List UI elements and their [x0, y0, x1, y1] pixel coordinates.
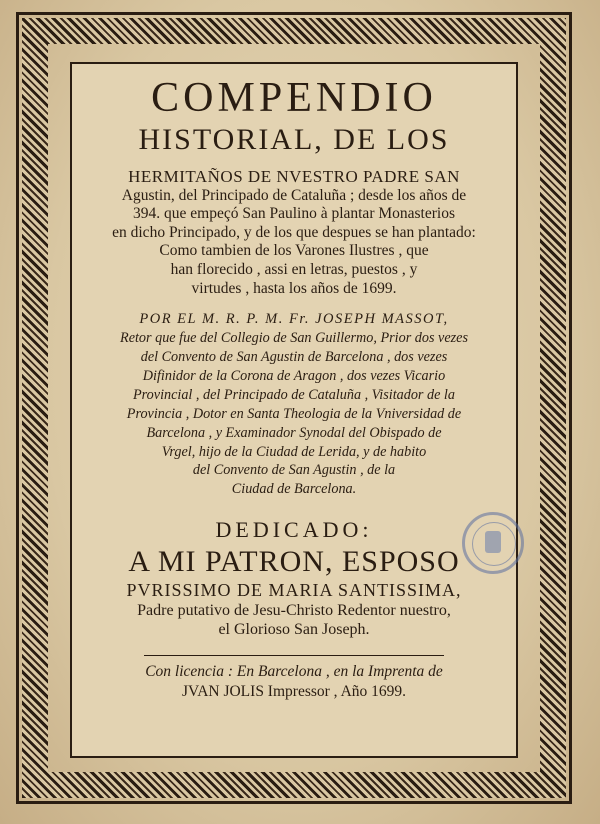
- description-line: virtudes , hasta los años de 1699.: [191, 279, 397, 297]
- stamp-emblem: [485, 531, 501, 553]
- author-line: del Convento de San Agustin de Barcelona , dos vezes: [140, 348, 448, 365]
- dedication-line-3: Padre putativo de Jesu-Christo Redentor nuestro,: [137, 602, 451, 620]
- author-line: Ciudad de Barcelona.: [231, 481, 357, 498]
- description-line: HERMITAÑOS DE NVESTRO PADRE SAN: [128, 167, 460, 186]
- author-block: [78, 310, 510, 499]
- divider-rule: [144, 655, 444, 656]
- author-line: Retor que fue del Collegio de San Guillermo, Prior dos vezes: [120, 330, 468, 347]
- author-line: POR EL M. R. P. M. Fr. JOSEPH MASSOT,: [139, 311, 449, 328]
- description-line: Agustin, del Principado de Cataluña ; desde los años de: [121, 186, 467, 204]
- author-line: Provincial , del Principado de Cataluña , Visitador de la: [133, 386, 455, 403]
- description-line: 394. que empeçó San Paulino à plantar Monasterios: [133, 205, 455, 223]
- dedication-label: DEDICADO:: [215, 517, 373, 543]
- author-line: del Convento de San Agustin , de la: [192, 462, 396, 479]
- author-line: Difinidor de la Corona de Aragon , dos vezes Vicario: [142, 367, 446, 384]
- dedication-line-1: A MI PATRON, ESPOSO: [128, 545, 460, 579]
- library-stamp-icon: [462, 512, 524, 574]
- imprint-line-2: JVAN JOLIS Impressor , Año 1699.: [181, 683, 407, 701]
- description-line: han florecido , assi en letras, puestos , y: [170, 260, 418, 278]
- title-line-1: COMPENDIO: [151, 75, 437, 121]
- description-line: en dicho Principado, y de los que despues se han plantado:: [112, 223, 476, 241]
- author-line: Barcelona , y Examinador Synodal del Obispado de: [146, 424, 442, 441]
- description: [78, 168, 510, 298]
- imprint: [78, 662, 510, 702]
- text-block: [78, 70, 510, 750]
- dedication-line-4: el Glorioso San Joseph.: [218, 621, 370, 639]
- imprint-line-1: Con licencia : En Barcelona , en la Imprenta de: [145, 663, 443, 681]
- dedication-line-2: PVRISSIMO DE MARIA SANTISSIMA,: [126, 580, 462, 601]
- author-line: Vrgel, hijo de la Ciudad de Lerida, y de habito: [161, 443, 427, 460]
- title-line-2: HISTORIAL, DE LOS: [138, 123, 450, 156]
- description-line: Como tambien de los Varones Ilustres , que: [159, 242, 429, 260]
- author-line: Provincia , Dotor en Santa Theologia de la Vniversidad de: [126, 405, 462, 422]
